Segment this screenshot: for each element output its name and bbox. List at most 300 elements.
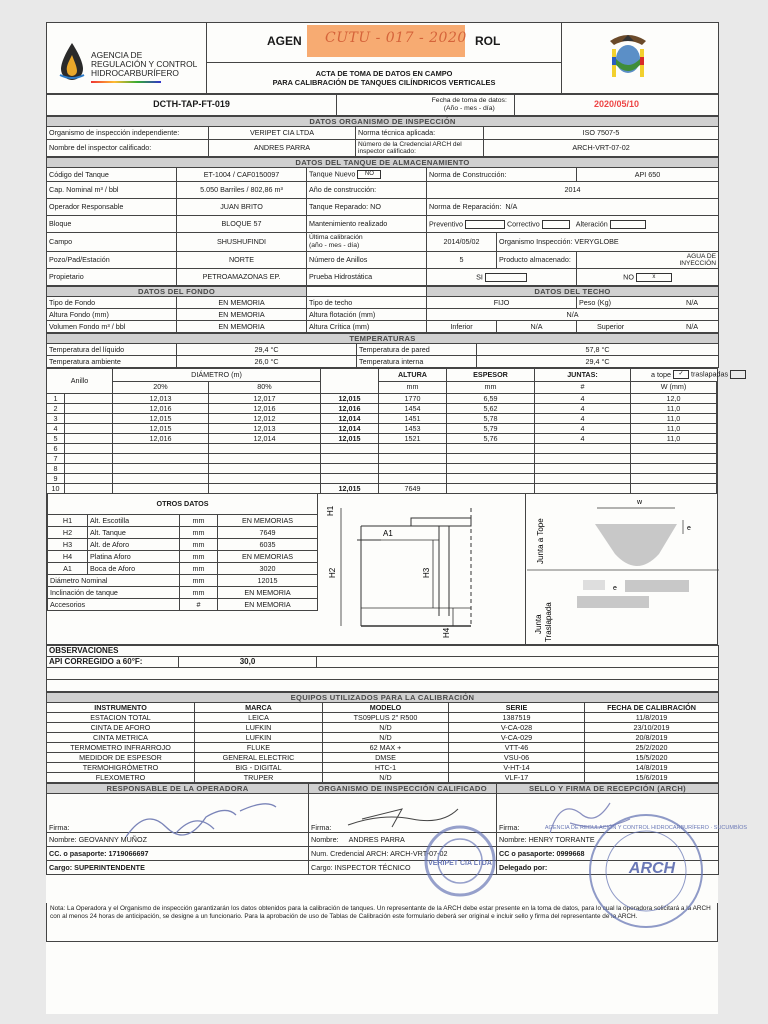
equipment-cell: VLF-17: [449, 773, 585, 783]
ring-e: [717, 404, 718, 414]
no-box: x: [636, 273, 672, 282]
equipment-cell: V-CA-028: [449, 723, 585, 733]
other-unit: mm: [180, 551, 218, 563]
credential-label-2: inspector calificado:: [358, 148, 416, 155]
inspector-firma: [309, 794, 497, 833]
roof-inferior-value: N/A: [497, 321, 577, 333]
tank-new-value: NO: [357, 170, 381, 179]
other-data-row: [48, 563, 318, 575]
year-label: Año de construcción:: [307, 182, 427, 199]
ring-number: 5: [47, 434, 65, 444]
org-label: Organismo de inspección independiente:: [47, 127, 209, 140]
ring-w: 11,0: [631, 414, 717, 424]
ring-thickness: 5,78: [447, 414, 535, 424]
rings-table: [46, 368, 729, 494]
other-value: 3020: [218, 563, 318, 575]
ring-thickness: 5,76: [447, 434, 535, 444]
year-value: 2014: [427, 182, 719, 199]
operator-name-label: Nombre:: [49, 834, 77, 844]
capacity-value: 5.050 Barriles / 802,86 m³: [177, 182, 307, 199]
norm-label: Norma técnica aplicada:: [356, 127, 484, 140]
ring-diameter-80: [209, 484, 321, 494]
credential-label-1: Número de la Credencial ARCH del: [358, 140, 462, 148]
hydro-yes: [427, 269, 577, 286]
national-shield: [562, 23, 719, 94]
equipment-cell: GENERAL ELECTRIC: [195, 753, 323, 763]
agency-title-cell: [207, 23, 562, 63]
ring-diameter-80: [209, 454, 321, 464]
ring-row: [47, 394, 718, 404]
other-code: H2: [48, 527, 88, 539]
drop-logo-icon: [57, 41, 87, 81]
inspection-signature-title: ORGANISMO DE INSPECCIÓN CALIFICADO: [309, 784, 497, 794]
ring-joints: [535, 464, 631, 474]
inspector-cred-value: ARCH-VRT-07-02: [390, 848, 448, 858]
arch-cc-value: 0999668: [556, 848, 585, 858]
other2-unit: mm: [180, 587, 218, 599]
equipment-cell: 15/6/2019: [585, 773, 719, 783]
inspector-firma-label: Firma:: [311, 823, 332, 833]
arch-name-label: Nombre:: [499, 834, 527, 844]
diagram-h3: H3: [422, 567, 431, 578]
arch-name-value: HENRY TORRANTE: [528, 834, 595, 844]
equipment-cell: 11/8/2019: [585, 713, 719, 723]
equipment-row: [47, 753, 719, 763]
tank-code-value: ET-1004 / CAF0150097: [177, 168, 307, 182]
equipment-cell: FLEXOMETRO: [47, 773, 195, 783]
repair-norm-value: N/A: [505, 202, 518, 212]
hydro-no: [577, 269, 719, 286]
ring-e: [717, 484, 718, 494]
equipment-cell: CINTA METRICA: [47, 733, 195, 743]
arch-stamp-text: ARCH: [628, 860, 676, 877]
equipment-cell: VTT-46: [449, 743, 585, 753]
diagram-h2: H2: [328, 567, 337, 578]
owner-value: PETROAMAZONAS EP.: [177, 269, 307, 286]
maintenance-label: Mantenimiento realizado: [307, 216, 427, 233]
agency-name-line-2: REGULACIÓN Y CONTROL: [91, 59, 198, 69]
ring-spacer: [65, 424, 113, 434]
ring-diameter-20: [113, 454, 209, 464]
other-name: Boca de Aforo: [88, 563, 180, 575]
ring-number: 10: [47, 484, 65, 494]
other2-name: Diámetro Nominal: [48, 575, 180, 587]
ring-thickness: [447, 454, 535, 464]
capacity-label: Cap. Nominal m³ / bbl: [47, 182, 177, 199]
ring-diameter-20: 12,015: [113, 424, 209, 434]
act-title-line-2: PARA CALIBRACIÓN DE TANQUES CILÍNDRICOS VERTICALES: [272, 77, 496, 87]
roof-superior-value: N/A: [686, 321, 699, 331]
other-name: Alt. Escotilla: [88, 515, 180, 527]
thickness-header: ESPESOR: [447, 369, 535, 382]
ring-w: 11,0: [631, 424, 717, 434]
equipment-header-cell: FECHA DE CALIBRACIÓN: [585, 703, 719, 713]
equipment-cell: VSU-06: [449, 753, 585, 763]
equipment-header-cell: MARCA: [195, 703, 323, 713]
operator-firma-label: Firma:: [49, 823, 70, 833]
equipment-row: [47, 743, 719, 753]
section-title-equipment: EQUIPOS UTILIZADOS PARA LA CALIBRACIÓN: [47, 693, 719, 703]
diagram-a1: A1: [383, 529, 393, 538]
credential-label: [356, 140, 484, 157]
operator-firma: [47, 794, 309, 833]
repair-norm-cell: [427, 199, 719, 216]
yes-label: SI: [476, 271, 483, 281]
inspector-label: Nombre del inspector calificado:: [47, 140, 209, 157]
owner-label: Propietario: [47, 269, 177, 286]
other-data-row-2: [48, 575, 318, 587]
roof-type-value: FIJO: [427, 297, 577, 309]
equipment-cell: LUFKIN: [195, 723, 323, 733]
equipment-cell: LEICA: [195, 713, 323, 723]
ring-number: 8: [47, 464, 65, 474]
act-title-line-1: ACTA DE TOMA DE DATOS EN CAMPO: [315, 68, 453, 78]
field-label: Campo: [47, 233, 177, 252]
roof-float-value: N/A: [427, 309, 719, 321]
equipment-cell: FLUKE: [195, 743, 323, 753]
other-data-block: [46, 494, 718, 645]
arch-delegado-label: Delegado por:: [499, 862, 548, 872]
ring-height: [379, 444, 447, 454]
equipment-cell: TERMOHIGRÓMETRO: [47, 763, 195, 773]
ambient-temp-value: 26,0 °C: [177, 356, 357, 368]
ring-row: [47, 444, 718, 454]
ambient-temp-label: Temperatura ambiente: [47, 356, 177, 368]
hydro-label: Prueba Hidrostática: [307, 269, 427, 286]
ring-spacer: [65, 414, 113, 424]
last-cal-value: 2014/05/02: [427, 233, 497, 252]
other-rows-2: [48, 575, 318, 611]
equipment-rows: [47, 713, 719, 783]
product-value: [577, 252, 719, 269]
agency-name-line-3: HIDROCARBURÍFERO: [91, 68, 179, 78]
joint-diagrams: [527, 494, 719, 644]
equipment-row: [47, 713, 719, 723]
handwritten-code: CUTU - 017 - 2020: [325, 30, 467, 46]
wall-temp-label: Temperatura de pared: [357, 344, 477, 356]
ring-diameter-20: 12,016: [113, 404, 209, 414]
ring-e: [717, 444, 718, 454]
joint-types: [631, 369, 729, 382]
ring-diameter-avg: [321, 474, 379, 484]
well-value: NORTE: [177, 252, 307, 269]
ring-height: 1451: [379, 414, 447, 424]
signature-block: [46, 783, 748, 903]
operator-cc-label: CC. o pasaporte:: [49, 848, 107, 858]
org-value: VERIPET CIA LTDA: [209, 127, 356, 140]
equipment-row: [47, 763, 719, 773]
other-code: A1: [48, 563, 88, 575]
date-label: [425, 95, 515, 116]
roof-float-label: Altura flotación (mm): [307, 309, 427, 321]
other-value: EN MEMORIAS: [218, 551, 318, 563]
equipment-table: [46, 692, 719, 783]
ring-diameter-20: [113, 464, 209, 474]
liquid-temp-value: 29,4 °C: [177, 344, 357, 356]
ring-e: [717, 414, 718, 424]
joint-lap-label-2: Traslapada: [544, 602, 553, 642]
other-data-table: [47, 494, 317, 611]
roof-superior-label: Superior: [597, 321, 625, 331]
other2-name: Inclinación de tanque: [48, 587, 180, 599]
ring-diameter-avg: 12,016: [321, 404, 379, 414]
operator-signature-title: RESPONSABLE DE LA OPERADORA: [47, 784, 309, 794]
joint-butt-label: Junta a Tope: [536, 518, 545, 564]
ring-e: [717, 424, 718, 434]
form-header: [46, 22, 719, 94]
operator-cargo-label: Cargo:: [49, 862, 73, 872]
other-data-row: [48, 539, 318, 551]
bottom-height-value: EN MEMORIA: [177, 309, 307, 321]
operator-value: JUAN BRITO: [177, 199, 307, 216]
roof-critical-label: Altura Crítica (mm): [307, 321, 427, 333]
joints-header: JUNTAS:: [535, 369, 631, 382]
operator-cargo-cell: [47, 861, 309, 875]
ring-w: [631, 454, 717, 464]
ring-joints: 4: [535, 424, 631, 434]
ring-e: [717, 454, 718, 464]
ring-spacer: [65, 454, 113, 464]
ring-height: 7649: [379, 484, 447, 494]
other-unit: mm: [180, 527, 218, 539]
arch-cc-label: CC o pasaporte:: [499, 848, 555, 858]
yes-box: [485, 273, 527, 282]
ecuador-shield-icon: [606, 31, 650, 83]
equipment-cell: TERMOMETRO INFRARROJO: [47, 743, 195, 753]
inspection-org-section: [46, 116, 719, 157]
ring-w: [631, 484, 717, 494]
observations-block: [46, 645, 719, 692]
arch-stamp-ring-text: AGENCIA DE REGULACIÓN Y CONTROL HIDROCARBURÍFERO · SUCUMBÍOS: [544, 825, 748, 831]
ring-w: [631, 444, 717, 454]
tank-code-label: Código del Tanque: [47, 168, 177, 182]
ring-e: [717, 474, 718, 484]
ring-diameter-avg: 12,015: [321, 484, 379, 494]
ring-spacer: [65, 474, 113, 484]
arch-delegado-cell: [497, 861, 719, 875]
ring-diameter-20: 12,015: [113, 414, 209, 424]
internal-temp-value: 29,4 °C: [477, 356, 719, 368]
lap-box: [730, 370, 746, 379]
equipment-row: [47, 733, 719, 743]
equipment-cell: N/D: [323, 733, 449, 743]
ring-number: 7: [47, 454, 65, 464]
equipment-cell: N/D: [323, 773, 449, 783]
other-data-title: OTROS DATOS: [48, 494, 318, 515]
ring-rows: [47, 394, 718, 494]
sub-header-w: W (mm): [631, 381, 717, 394]
equipment-header-cell: SERIE: [449, 703, 585, 713]
ring-joints: [535, 474, 631, 484]
temperature-section: [46, 333, 719, 368]
other-name: Platina Aforo: [88, 551, 180, 563]
equipment-header-cell: MODELO: [323, 703, 449, 713]
other2-name: Accesorios: [48, 599, 180, 611]
section-title-bottom: DATOS DEL FONDO: [47, 287, 307, 297]
lap-label: traslapadas: [690, 369, 729, 379]
ring-spacer: [65, 444, 113, 454]
ring-diameter-20: [113, 484, 209, 494]
corrective-box: [542, 220, 570, 229]
roof-inferior-label: Inferior: [450, 321, 473, 331]
roof-inferior-cell: [427, 321, 497, 333]
equipment-cell: TRUPER: [195, 773, 323, 783]
ring-number: 4: [47, 424, 65, 434]
ring-height: 1454: [379, 404, 447, 414]
ring-thickness: 5,79: [447, 424, 535, 434]
ring-joints: [535, 484, 631, 494]
inspector-cred-cell: [309, 847, 497, 861]
other2-unit: #: [180, 599, 218, 611]
block-value: BLOQUE 57: [177, 216, 307, 233]
diagram-h4: H4: [442, 627, 451, 638]
other-unit: mm: [180, 515, 218, 527]
arch-firma-label: Firma:: [499, 823, 520, 833]
inspector-value: ANDRES PARRA: [209, 140, 356, 157]
footnote: Nota: La Operadora y el Organismo de inspección garantizarán los datos obtenidos para la calibración de tanques. Un representante de la ARCH debe estar presente en la toma de datos, para lo cual la operadora solicitará a la ARCH con al menos 24 horas de anticipación, se designe a un funcionario. Para la aprobación de uso de Tablas de Calibración este formulario deberá ser original e incluir sello y firma del representante de la ARCH.: [46, 903, 718, 942]
equipment-cell: V-HT-14: [449, 763, 585, 773]
construction-norm-label: Norma de Construcción:: [427, 168, 577, 182]
form-code-row: [46, 94, 719, 116]
joint-lap-label-1: Junta: [534, 614, 543, 634]
ring-diameter-avg: 12,015: [321, 434, 379, 444]
equipment-cell: 20/8/2019: [585, 733, 719, 743]
other2-value: EN MEMORIA: [218, 599, 318, 611]
agency-name-line-1: AGENCIA DE: [91, 50, 143, 60]
ring-thickness: [447, 474, 535, 484]
ring-w: [631, 474, 717, 484]
rings-label: Número de Anillos: [307, 252, 427, 269]
roof-superior-cell: [577, 321, 719, 333]
other-data-row: [48, 551, 318, 563]
arch-firma: [497, 794, 719, 833]
ring-joints: 4: [535, 434, 631, 444]
other-data-row-2: [48, 587, 318, 599]
ring-diameter-80: [209, 474, 321, 484]
sub-header-mm-height: mm: [379, 381, 447, 394]
inspector-cargo-label: Cargo:: [311, 862, 333, 872]
ring-joints: [535, 454, 631, 464]
ring-row: [47, 414, 718, 424]
agency-title-left: AGEN: [267, 34, 302, 48]
equipment-header-row: [47, 703, 719, 713]
other-code: H4: [48, 551, 88, 563]
other-name: Alt. de Aforo: [88, 539, 180, 551]
equipment-cell: 15/5/2020: [585, 753, 719, 763]
other-value: EN MEMORIAS: [218, 515, 318, 527]
section-title-roof: DATOS DEL TECHO: [427, 287, 719, 297]
other-unit: mm: [180, 539, 218, 551]
ring-diameter-80: 12,017: [209, 394, 321, 404]
other-unit: mm: [180, 563, 218, 575]
ring-diameter-80: [209, 444, 321, 454]
ring-spacer: [65, 394, 113, 404]
roof-weight-label: Peso (Kg): [579, 297, 611, 307]
ring-diameter-avg: [321, 444, 379, 454]
observations-label: OBSERVACIONES: [47, 646, 719, 657]
operator-name-value: GEOVANNY MUÑOZ: [78, 834, 147, 844]
product-value-1: AGUA DE: [686, 252, 717, 260]
ring-number: 3: [47, 414, 65, 424]
ring-joints: 4: [535, 404, 631, 414]
api-label: API CORREGIDO a 60°F:: [47, 657, 179, 668]
ring-diameter-avg: [321, 454, 379, 464]
credential-value: ARCH-VRT-07-02: [484, 140, 719, 157]
equipment-cell: BIG - DIGITAL: [195, 763, 323, 773]
ring-diameter-avg: [321, 464, 379, 474]
operator-label: Operador Responsable: [47, 199, 177, 216]
sticky-note: [307, 25, 465, 57]
form-sheet: [46, 22, 748, 1014]
ring-thickness: [447, 444, 535, 454]
inspector-name-value: ANDRES PARRA: [348, 834, 405, 844]
sub-header-e: [717, 381, 718, 394]
ring-spacer: [65, 434, 113, 444]
bottom-type-label: Tipo de Fondo: [47, 297, 177, 309]
ring-number: 2: [47, 404, 65, 414]
butt-box: ✓: [673, 370, 689, 379]
inspector-name-cell: [309, 833, 497, 847]
bottom-volume-value: EN MEMORIA: [177, 321, 307, 333]
internal-temp-label: Temperatura interna: [357, 356, 477, 368]
ring-number: 9: [47, 474, 65, 484]
ring-number: 6: [47, 444, 65, 454]
equipment-cell: DMSE: [323, 753, 449, 763]
ring-diameter-avg: 12,015: [321, 394, 379, 404]
rings-value: 5: [427, 252, 497, 269]
equipment-cell: 62 MAX +: [323, 743, 449, 753]
bottom-roof-section: [46, 286, 719, 333]
ring-height: [379, 454, 447, 464]
operator-cc-value: 1719066697: [108, 848, 149, 858]
ring-thickness: [447, 464, 535, 474]
bottom-volume-label: Volumen Fondo m³ / bbl: [47, 321, 177, 333]
ring-row: [47, 474, 718, 484]
equipment-cell: LUFKIN: [195, 733, 323, 743]
alteration-box: [610, 220, 646, 229]
other-name: Alt. Tanque: [88, 527, 180, 539]
tank-section: [46, 157, 719, 286]
operator-cc-cell: [47, 847, 309, 861]
equipment-cell: TS09PLUS 2" R500: [323, 713, 449, 723]
ring-diameter-80: 12,016: [209, 404, 321, 414]
other-value: 7649: [218, 527, 318, 539]
last-cal-label-1: Última calibración: [309, 234, 363, 241]
ring-row: [47, 464, 718, 474]
date-label-2: (Año - mes - día): [443, 105, 495, 112]
equipment-cell: MEDIDOR DE ESPESOR: [47, 753, 195, 763]
diameter-header: DIÁMETRO (m): [113, 369, 321, 382]
agency-logo: [47, 23, 207, 94]
ring-height: 1453: [379, 424, 447, 434]
ring-diameter-20: 12,013: [113, 394, 209, 404]
equipment-cell: N/D: [323, 723, 449, 733]
ring-thickness: [447, 484, 535, 494]
arch-name-cell: [497, 833, 719, 847]
ring-diameter-20: [113, 474, 209, 484]
well-label: Pozo/Pad/Estación: [47, 252, 177, 269]
other2-value: 12015: [218, 575, 318, 587]
other2-unit: mm: [180, 575, 218, 587]
maintenance-options: [427, 216, 719, 233]
sub-header-mm-thickness: mm: [447, 381, 535, 394]
construction-norm-value: API 650: [577, 168, 719, 182]
operator-name-cell: [47, 833, 309, 847]
ring-joints: 4: [535, 394, 631, 404]
diagram-h1: H1: [326, 505, 335, 516]
ring-diameter-80: 12,012: [209, 414, 321, 424]
other-data-row: [48, 515, 318, 527]
